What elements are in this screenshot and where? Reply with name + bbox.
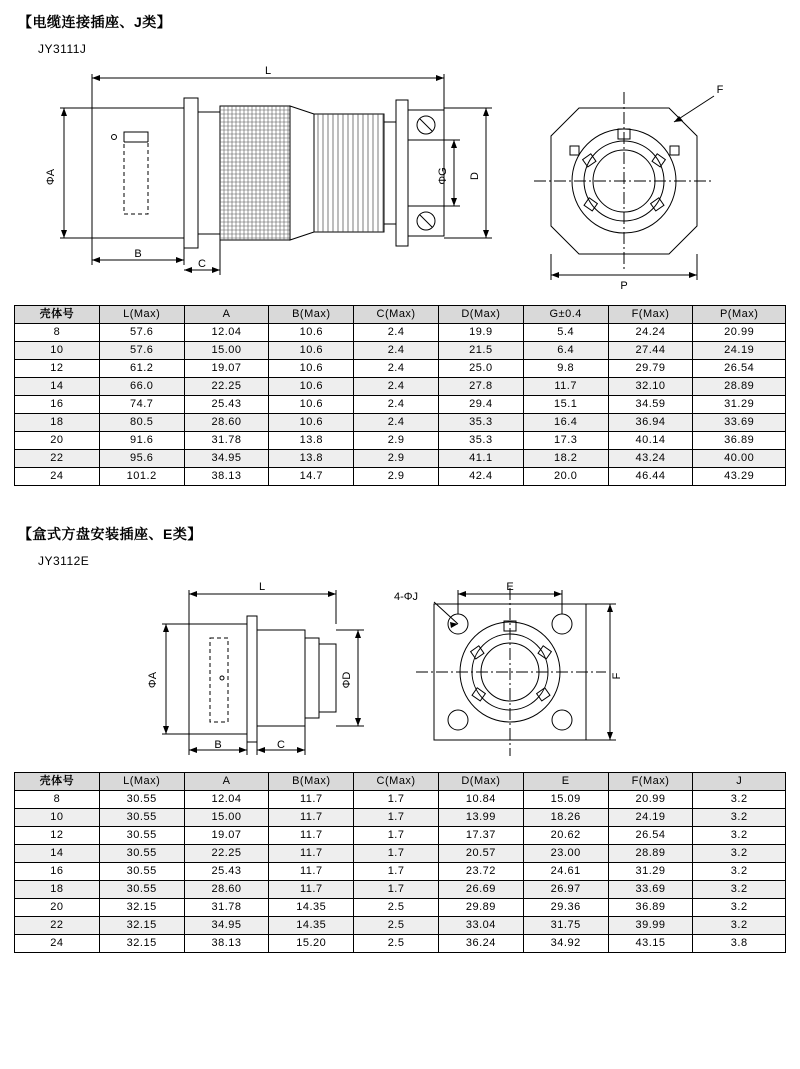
cell: 15.1: [523, 396, 608, 414]
cell: 17.3: [523, 432, 608, 450]
cell: 3.8: [693, 935, 786, 953]
cell: 20: [15, 899, 100, 917]
cell: 57.6: [99, 342, 184, 360]
cell: 2.9: [354, 468, 439, 486]
cell: 10.84: [438, 791, 523, 809]
cell: 10.6: [269, 378, 354, 396]
cell: 3.2: [693, 791, 786, 809]
cell: 2.5: [354, 935, 439, 953]
cell: 23.00: [523, 845, 608, 863]
table-row: [15, 827, 786, 845]
cell: 2.9: [354, 450, 439, 468]
dim-label-phiD2: ΦD: [341, 671, 353, 689]
cell: 14.35: [269, 899, 354, 917]
table-row: [15, 845, 786, 863]
cell: 19.07: [184, 360, 269, 378]
cell: 91.6: [99, 432, 184, 450]
cell: 80.5: [99, 414, 184, 432]
cell: 34.95: [184, 917, 269, 935]
cell: 11.7: [269, 827, 354, 845]
cell: 2.4: [354, 396, 439, 414]
table-header-row: [15, 773, 786, 791]
cell: 1.7: [354, 881, 439, 899]
cell: 25.43: [184, 396, 269, 414]
table-row: [15, 809, 786, 827]
cell: 24.61: [523, 863, 608, 881]
table-row: [15, 324, 786, 342]
cell: 12: [15, 360, 100, 378]
th-b: B(Max): [269, 306, 354, 324]
cell: 12: [15, 827, 100, 845]
cell: 1.7: [354, 809, 439, 827]
cell: 13.99: [438, 809, 523, 827]
dim-label-holes: 4-ΦJ: [393, 591, 419, 603]
cell: 13.8: [269, 432, 354, 450]
cell: 95.6: [99, 450, 184, 468]
cell: 16.4: [523, 414, 608, 432]
th-p: P(Max): [693, 306, 786, 324]
cell: 30.55: [99, 845, 184, 863]
table-row: [15, 342, 786, 360]
cell: 33.04: [438, 917, 523, 935]
cell: 30.55: [99, 809, 184, 827]
cell: 14.35: [269, 917, 354, 935]
cell: 39.99: [608, 917, 693, 935]
section-title-2: 【盒式方盘安装插座、E类】: [18, 526, 202, 542]
cell: 31.29: [693, 396, 786, 414]
drawing-svg-2: [14, 572, 786, 762]
cell: 20.62: [523, 827, 608, 845]
cell: 32.15: [99, 899, 184, 917]
cell: 36.89: [608, 899, 693, 917]
th-f: F(Max): [608, 773, 693, 791]
cell: 28.60: [184, 414, 269, 432]
cell: 10.6: [269, 324, 354, 342]
cell: 8: [15, 791, 100, 809]
table-header-row: [15, 306, 786, 324]
th-j: J: [693, 773, 786, 791]
cell: 10.6: [269, 414, 354, 432]
cell: 29.36: [523, 899, 608, 917]
cell: 22.25: [184, 845, 269, 863]
cell: 24.19: [693, 342, 786, 360]
cell: 31.78: [184, 899, 269, 917]
model-number-1: JY3111J: [38, 42, 87, 56]
cell: 15.00: [184, 809, 269, 827]
cell: 34.92: [523, 935, 608, 953]
cell: 28.89: [608, 845, 693, 863]
th-l: L(Max): [99, 773, 184, 791]
dim-label-L2: L: [258, 581, 266, 593]
th-b: B(Max): [269, 773, 354, 791]
cell: 20.0: [523, 468, 608, 486]
cell: 2.4: [354, 378, 439, 396]
cell: 11.7: [269, 809, 354, 827]
cell: 24: [15, 468, 100, 486]
th-l: L(Max): [99, 306, 184, 324]
th-c: C(Max): [354, 306, 439, 324]
cell: 2.5: [354, 899, 439, 917]
cell: 1.7: [354, 791, 439, 809]
cell: 26.97: [523, 881, 608, 899]
cell: 8: [15, 324, 100, 342]
cell: 31.29: [608, 863, 693, 881]
cell: 3.2: [693, 827, 786, 845]
cell: 41.1: [438, 450, 523, 468]
model-number-2: JY3112E: [38, 554, 90, 568]
cell: 43.15: [608, 935, 693, 953]
cell: 22: [15, 450, 100, 468]
cell: 12.04: [184, 324, 269, 342]
cell: 16: [15, 863, 100, 881]
cell: 14: [15, 845, 100, 863]
table-row: [15, 360, 786, 378]
th-d: D(Max): [438, 773, 523, 791]
cell: 14.7: [269, 468, 354, 486]
cell: 23.72: [438, 863, 523, 881]
dim-label-E2: E: [506, 581, 514, 593]
cell: 15.09: [523, 791, 608, 809]
cell: 3.2: [693, 809, 786, 827]
cell: 2.9: [354, 432, 439, 450]
cell: 34.59: [608, 396, 693, 414]
cell: 19.07: [184, 827, 269, 845]
cell: 32.15: [99, 935, 184, 953]
dim-label-D1: D: [469, 172, 481, 180]
cell: 2.5: [354, 917, 439, 935]
cell: 2.4: [354, 414, 439, 432]
cell: 16: [15, 396, 100, 414]
cell: 20: [15, 432, 100, 450]
cell: 31.75: [523, 917, 608, 935]
cell: 26.69: [438, 881, 523, 899]
cell: 74.7: [99, 396, 184, 414]
spec-table-1: [14, 305, 786, 486]
th-a: A: [184, 773, 269, 791]
cell: 18: [15, 881, 100, 899]
cell: 29.4: [438, 396, 523, 414]
th-c: C(Max): [354, 773, 439, 791]
cell: 30.55: [99, 863, 184, 881]
cell: 43.29: [693, 468, 786, 486]
cell: 28.60: [184, 881, 269, 899]
cell: 46.44: [608, 468, 693, 486]
cell: 38.13: [184, 468, 269, 486]
th-f: F(Max): [608, 306, 693, 324]
cell: 3.2: [693, 899, 786, 917]
cell: 42.4: [438, 468, 523, 486]
cell: 12.04: [184, 791, 269, 809]
cell: 10.6: [269, 396, 354, 414]
cell: 3.2: [693, 917, 786, 935]
cell: 11.7: [269, 863, 354, 881]
cell: 1.7: [354, 827, 439, 845]
cell: 33.69: [608, 881, 693, 899]
table-row: [15, 917, 786, 935]
section-title-1: 【电缆连接插座、J类】: [18, 14, 172, 30]
spec-table-2: [14, 772, 786, 953]
cell: 5.4: [523, 324, 608, 342]
dim-label-phiA2: ΦA: [147, 671, 159, 689]
cell: 30.55: [99, 827, 184, 845]
cell: 25.0: [438, 360, 523, 378]
cell: 29.79: [608, 360, 693, 378]
cell: 36.89: [693, 432, 786, 450]
cell: 24.24: [608, 324, 693, 342]
cell: 11.7: [269, 845, 354, 863]
dim-label-L1: L: [264, 65, 272, 77]
dim-label-C1: C: [198, 258, 206, 270]
th-d: D(Max): [438, 306, 523, 324]
table-row: [15, 863, 786, 881]
cell: 20.57: [438, 845, 523, 863]
table-row: [15, 432, 786, 450]
table-row: [15, 881, 786, 899]
table-row: [15, 396, 786, 414]
cell: 11.7: [269, 881, 354, 899]
cell: 2.4: [354, 342, 439, 360]
dim-label-phiA1: ΦA: [45, 168, 57, 186]
th-shell-size: 壳体号: [15, 773, 100, 791]
dim-label-F1: F: [716, 84, 724, 96]
cell: 25.43: [184, 863, 269, 881]
cell: 15.20: [269, 935, 354, 953]
cell: 66.0: [99, 378, 184, 396]
dim-label-P1: P: [620, 280, 628, 292]
datasheet-page: [0, 12, 800, 1069]
cell: 30.55: [99, 791, 184, 809]
th-g: G±0.4: [523, 306, 608, 324]
table-row: [15, 378, 786, 396]
table-row: [15, 899, 786, 917]
cell: 34.95: [184, 450, 269, 468]
cell: 18.2: [523, 450, 608, 468]
cell: 18.26: [523, 809, 608, 827]
drawing-jy3112e: [14, 572, 786, 762]
cell: 10.6: [269, 360, 354, 378]
cell: 21.5: [438, 342, 523, 360]
cell: 38.13: [184, 935, 269, 953]
cell: 2.4: [354, 324, 439, 342]
cell: 14: [15, 378, 100, 396]
cell: 1.7: [354, 863, 439, 881]
cell: 40.00: [693, 450, 786, 468]
dim-label-B2: B: [214, 739, 222, 751]
cell: 18: [15, 414, 100, 432]
cell: 32.15: [99, 917, 184, 935]
cell: 28.89: [693, 378, 786, 396]
cell: 17.37: [438, 827, 523, 845]
cell: 3.2: [693, 863, 786, 881]
cell: 29.89: [438, 899, 523, 917]
cell: 19.9: [438, 324, 523, 342]
th-e: E: [523, 773, 608, 791]
table-row: [15, 414, 786, 432]
cell: 33.69: [693, 414, 786, 432]
cell: 30.55: [99, 881, 184, 899]
cell: 22.25: [184, 378, 269, 396]
cell: 2.4: [354, 360, 439, 378]
cell: 26.54: [608, 827, 693, 845]
cell: 6.4: [523, 342, 608, 360]
dim-label-B1: B: [134, 248, 142, 260]
cell: 32.10: [608, 378, 693, 396]
table-row: [15, 791, 786, 809]
cell: 27.8: [438, 378, 523, 396]
cell: 27.44: [608, 342, 693, 360]
cell: 3.2: [693, 845, 786, 863]
drawing-svg-1: [14, 60, 786, 295]
cell: 15.00: [184, 342, 269, 360]
cell: 10: [15, 809, 100, 827]
drawing-jy3111j: [14, 60, 786, 295]
cell: 36.24: [438, 935, 523, 953]
cell: 26.54: [693, 360, 786, 378]
cell: 11.7: [523, 378, 608, 396]
dim-label-F2: F: [611, 672, 623, 680]
cell: 101.2: [99, 468, 184, 486]
cell: 1.7: [354, 845, 439, 863]
cell: 3.2: [693, 881, 786, 899]
cell: 43.24: [608, 450, 693, 468]
cell: 57.6: [99, 324, 184, 342]
th-a: A: [184, 306, 269, 324]
cell: 36.94: [608, 414, 693, 432]
cell: 35.3: [438, 414, 523, 432]
cell: 9.8: [523, 360, 608, 378]
cell: 20.99: [608, 791, 693, 809]
th-shell-size: 壳体号: [15, 306, 100, 324]
cell: 35.3: [438, 432, 523, 450]
cell: 40.14: [608, 432, 693, 450]
cell: 20.99: [693, 324, 786, 342]
cell: 24.19: [608, 809, 693, 827]
dim-label-C2: C: [277, 739, 285, 751]
cell: 10: [15, 342, 100, 360]
cell: 22: [15, 917, 100, 935]
cell: 61.2: [99, 360, 184, 378]
cell: 10.6: [269, 342, 354, 360]
table-row: [15, 468, 786, 486]
dim-label-phiG1: ΦG: [437, 167, 449, 185]
table-row: [15, 935, 786, 953]
cell: 13.8: [269, 450, 354, 468]
cell: 31.78: [184, 432, 269, 450]
cell: 24: [15, 935, 100, 953]
table-row: [15, 450, 786, 468]
cell: 11.7: [269, 791, 354, 809]
